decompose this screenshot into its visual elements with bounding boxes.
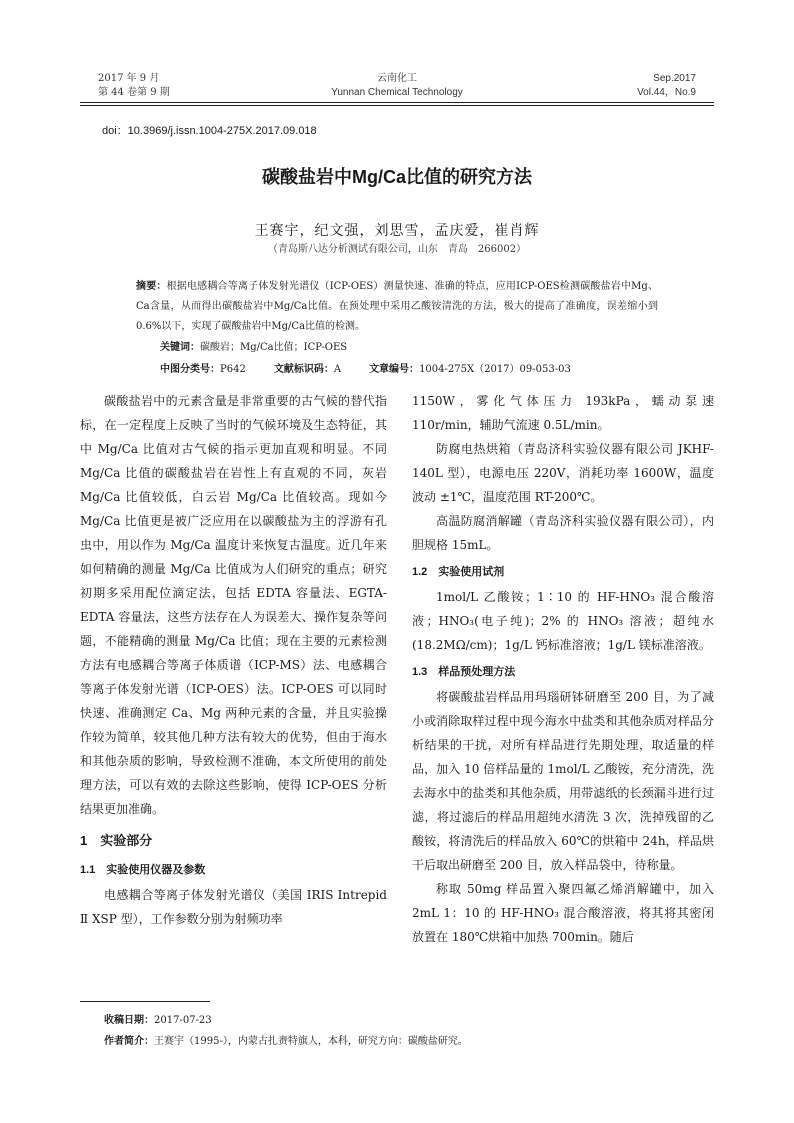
header-date-en: Sep.2017 bbox=[653, 73, 696, 84]
paper-title: 碳酸盐岩中Mg/Ca比值的研究方法 bbox=[262, 167, 532, 187]
footnote-rule bbox=[80, 1001, 210, 1002]
classification-line bbox=[160, 360, 571, 375]
authors: 王赛宇，纪文强，刘思雪，孟庆爱，崔肖辉 bbox=[254, 223, 540, 239]
subsection-heading-instruments: 1.1 实验使用仪器及参数 bbox=[80, 864, 206, 876]
doc-code-value: A bbox=[333, 364, 342, 375]
intro-paragraph: 碳酸盐岩中的元素含量是非常重要的古气候的替代指标，在一定程度上反映了当时的气候环境及生态特征，其中 Mg/Ca 比值对古气候的指示更加直观和明显。不同 Mg/Ca 比值的碳酸盐岩在岩性上有直观的不同，灰岩 Mg/Ca 比值较低，白云岩 Mg/Ca 比值较高。现如今 Mg/Ca 比值更是被广泛应用在以碳酸盐为主的浮游有孔虫中，用以作为 Mg/Ca 温度计来恢复古温度。近几年来如何精确的测量 Mg/Ca 比值成为人们研究的重点；研究初期多采用配位滴定法，包括 EDTA 容量法、EGTA-EDTA 容量法，这些方法存在人为误差大、操作复杂等问题，不能精确的测量 Mg/Ca 比值；现在主要的元素检测方法有电感耦合等离子体质谱（ICP-MS）法、电感耦合等离子体发射光谱（ICP-OES）法。ICP-OES 可以同时快速、准确测定 Ca、Mg 两种元素的含量，并且实验操作较为简单，较其他几种方法有较大的优势，但由于海水和其他杂质的影响，导致检测不准确，本文所使用的前处理方法，可以有效的去除这些影响，使得 ICP-OES 分析结果更加准确。 bbox=[80, 394, 387, 816]
keywords bbox=[160, 338, 347, 353]
journal-date-issue-en bbox=[637, 72, 696, 100]
header-rule bbox=[80, 102, 714, 103]
instrument-params-paragraph: 1150W，雾化气体压力 193kPa，蠕动泵速 110r/min，辅助气流速 0.5L/min。 bbox=[412, 394, 714, 432]
reagents-paragraph: 1mol/L 乙酸铵；1∶10 的 HF-HNO₃ 混合酸溶液；HNO₃(电子纯)；2% 的 HNO₃ 溶液；超纯水(18.2MΩ/cm)；1g/L 钙标准溶液；1g/L 镁标准溶液。 bbox=[412, 590, 714, 652]
keywords-text: 碳酸岩；Mg/Ca比值；ICP-OES bbox=[200, 342, 348, 353]
journal-name-cn: 云南化工 bbox=[377, 73, 417, 84]
right-column bbox=[412, 389, 714, 949]
received-label: 收稿日期： bbox=[104, 1015, 154, 1026]
header-rule-thin bbox=[80, 105, 714, 106]
doi: doi：10.3969/j.issn.1004-275X.2017.09.018 bbox=[102, 125, 317, 137]
header-date: 2017 年 9 月 bbox=[98, 73, 160, 84]
received-value: 2017-07-23 bbox=[154, 1015, 212, 1026]
abstract-text: 根据电感耦合等离子体发射光谱仪（ICP-OES）测量快速、准确的特点，应用ICP-OES检测碳酸盐岩中Mg、Ca含量，从而得出碳酸盐岩中Mg/Ca比值。在预处理中采用乙酸铵清洗的方法，极大的提高了准确度，误差缩小到0.6%以下，实现了碳酸盐岩中Mg/Ca比值的检测。 bbox=[136, 281, 659, 332]
article-number-value: 1004-275X（2017）09-053-03 bbox=[419, 364, 571, 375]
footnote-received bbox=[104, 1011, 212, 1026]
journal-name-en: Yunnan Chemical Technology bbox=[331, 87, 463, 98]
author-bio-label: 作者简介： bbox=[104, 1036, 154, 1047]
oven-paragraph: 防腐电热烘箱（青岛济科实验仪器有限公司 JKHF-140L 型），电源电压 220V，消耗功率 1600W，温度波动 ±1℃，温度范围 RT-200℃。 bbox=[412, 442, 714, 504]
clc-label: 中图分类号： bbox=[160, 364, 220, 375]
abstract-label: 摘要： bbox=[136, 281, 167, 292]
article-number-label: 文章编号： bbox=[369, 364, 420, 375]
doc-code-label: 文献标识码： bbox=[273, 364, 334, 375]
header-volume: 第 44 卷第 9 期 bbox=[98, 87, 170, 98]
header-volume-en: Vol.44，No.9 bbox=[637, 87, 696, 98]
clc-value: P642 bbox=[220, 364, 246, 375]
pretreatment-paragraph-2: 称取 50mg 样品置入聚四氟乙烯消解罐中，加入 2mL 1：10 的 HF-HNO₃ 混合酸溶液，将其将其密闭放置在 180℃烘箱中加热 700min。随后 bbox=[412, 882, 714, 944]
abstract bbox=[136, 277, 658, 337]
pretreatment-paragraph-1: 将碳酸盐岩样品用玛瑙研钵研磨至 200 目，为了减小或消除取样过程中现今海水中盐类和其他杂质对样品分析结果的干扰，对所有样品进行先期处理，取适量的样品，加入 10 倍样品量的 1mol/L 乙酸铵，充分清洗，洗去海水中的盐类和其他杂质，用带滤纸的长颈漏斗进行过滤，将过滤后的样品用超纯水清洗 3 次，洗掉残留的乙酸铵，将清洗后的样品放入 60℃的烘箱中 24h，样品烘干后取出研磨至 200 目，放入样品袋中，待称量。 bbox=[412, 690, 714, 872]
left-column bbox=[80, 389, 387, 931]
author-bio-value: 王赛宇（1995-），内蒙古扎赉特旗人，本科，研究方向：碳酸盐研究。 bbox=[154, 1036, 468, 1047]
digestion-tank-paragraph: 高温防腐消解罐（青岛济科实验仪器有限公司），内胆规格 15mL。 bbox=[412, 514, 714, 552]
subsection-heading-pretreatment: 1.3 样品预处理方法 bbox=[412, 666, 516, 678]
keywords-label: 关键词： bbox=[160, 342, 200, 353]
section-heading-experiment: 1 实验部分 bbox=[80, 833, 153, 848]
footnote-author bbox=[104, 1032, 468, 1047]
instrument-paragraph: 电感耦合等离子体发射光谱仪（美国 IRIS Intrepid Ⅱ XSP 型），工作参数分别为射频功率 bbox=[80, 888, 387, 926]
affiliation: （青岛斯八达分析测试有限公司，山东 青岛 266002） bbox=[267, 244, 527, 255]
journal-date-issue bbox=[98, 72, 170, 100]
subsection-heading-reagents: 1.2 实验使用试剂 bbox=[412, 566, 505, 578]
journal-name bbox=[297, 72, 497, 100]
